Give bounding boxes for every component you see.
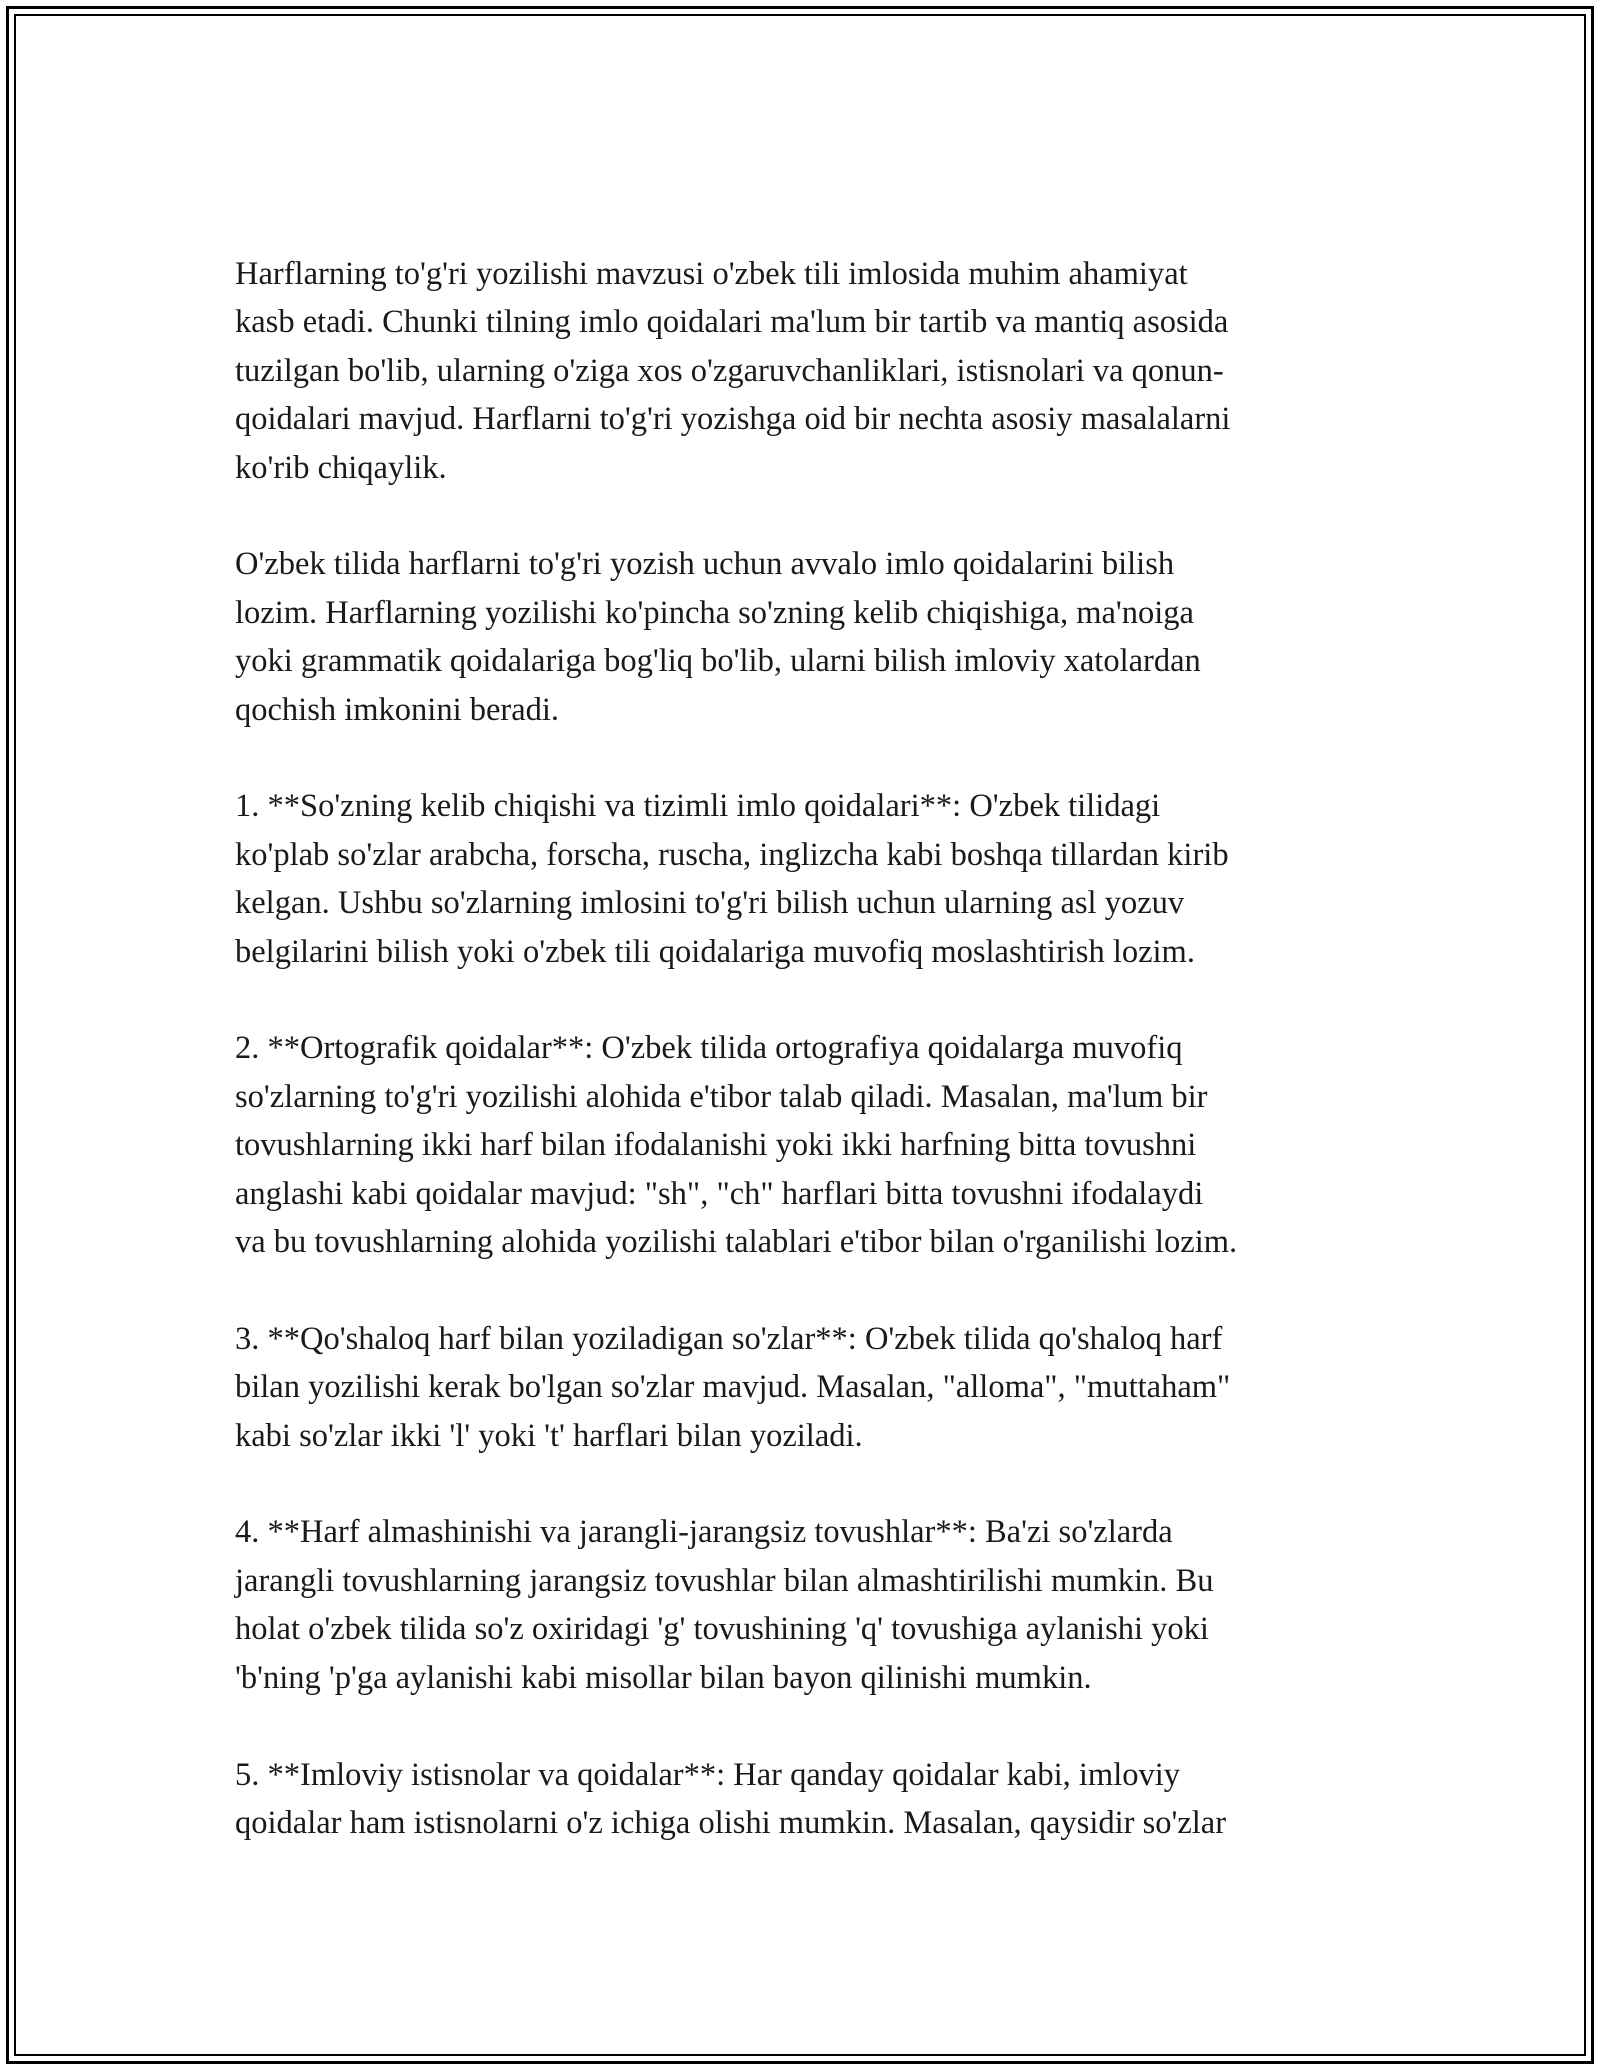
list-item-1: 1. **So'zning kelib chiqishi va tizimli imlo qoidalari**: O'zbek tilidagi ko'plab so'zlar arabcha, forscha, ruscha, inglizcha kabi boshqa tillardan kirib kelgan. Ushbu so'zlarning imlosini to'g'ri bilish uchun ularning asl yozuv belgilarini bilish yoki o'zbek tili qoidalariga muvofiq moslashtirish lozim. [235, 788, 1229, 970]
document-body [235, 250, 1375, 1896]
list-item-4: 4. **Harf almashinishi va jarangli-jarangsiz tovushlar**: Ba'zi so'zlarda jarangli tovushlarning jarangsiz tovushlar bilan almashtirilishi mumkin. Bu holat o'zbek tilida so'z oxiridagi 'g' tovushining 'q' tovushiga aylanishi yoki 'b'ning 'p'ga aylanishi kabi misollar bilan bayon qilinishi mumkin. [235, 1514, 1214, 1696]
list-item-2: 2. **Ortografik qoidalar**: O'zbek tilida ortografiya qoidalarga muvofiq so'zlarning to'g'ri yozilishi alohida e'tibor talab qiladi. Masalan, ma'lum bir tovushlarning ikki harf bilan ifodalanishi yoki ikki harfning bitta tovushni anglashi kabi qoidalar mavjud: "sh", "ch" harflari bitta tovushni ifodalaydi va bu tovushlarning alohida yozilishi talablari e'tibor bilan o'rganilishi lozim. [235, 1030, 1238, 1261]
context-paragraph: O'zbek tilida harflarni to'g'ri yozish uchun avvalo imlo qoidalarini bilish lozim. Harflarning yozilishi ko'pincha so'zning kelib chiqishiga, ma'noiga yoki grammatik qoidalariga bog'liq bo'lib, ularni bilish imloviy xatolardan qochish imkonini beradi. [235, 546, 1201, 728]
list-item-5: 5. **Imloviy istisnolar va qoidalar**: Har qanday qoidalar kabi, imloviy qoidalar ham istisnolarni o'z ichiga olishi mumkin. Masalan, qaysidir so'zlar [235, 1756, 1227, 1841]
intro-paragraph: Harflarning to'g'ri yozilishi mavzusi o'zbek tili imlosida muhim ahamiyat kasb etadi. Chunki tilning imlo qoidalari ma'lum bir tartib va mantiq asosida tuzilgan bo'lib, ularning o'ziga xos o'zgaruvchanliklari, istisnolari va qonun- qoidalari mavjud. Harflarni to'g'ri yozishga oid bir nechta asosiy masalalarni ko'rib chiqaylik. [235, 256, 1231, 486]
list-item-3: 3. **Qo'shaloq harf bilan yoziladigan so'zlar**: O'zbek tilida qo'shaloq harf bilan yozilishi kerak bo'lgan so'zlar mavjud. Masalan, "alloma", "muttaham" kabi so'zlar ikki 'l' yoki 't' harflari bilan yoziladi. [235, 1320, 1231, 1454]
